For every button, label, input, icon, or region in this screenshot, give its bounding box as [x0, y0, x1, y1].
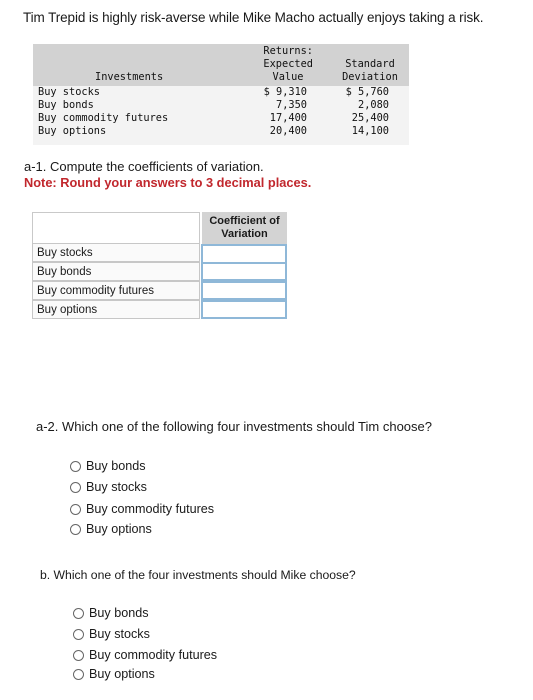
header-investments: Investments	[95, 71, 164, 83]
radio-icon[interactable]	[70, 504, 81, 515]
cv-input-stocks[interactable]	[201, 262, 287, 281]
cv-row-label: Buy commodity futures	[32, 281, 200, 300]
header-value: Value	[272, 71, 304, 83]
radio-icon[interactable]	[73, 650, 84, 661]
cv-input-commodity-futures[interactable]	[201, 300, 287, 319]
row-expected: $ 9,310	[263, 86, 307, 98]
row-sd: 25,400	[351, 112, 389, 124]
a2-option-buy-bonds[interactable]	[70, 459, 146, 473]
row-name: Buy stocks	[38, 86, 100, 98]
b-option-buy-bonds[interactable]	[73, 606, 149, 620]
cv-empty-header-cell	[32, 212, 200, 244]
row-name: Buy options	[38, 125, 107, 137]
option-label: Buy commodity futures	[89, 648, 218, 662]
option-label: Buy options	[86, 522, 152, 536]
row-expected: 17,400	[269, 112, 307, 124]
option-label: Buy bonds	[89, 606, 149, 620]
a1-rounding-note: Note: Round your answers to 3 decimal places.	[24, 175, 312, 190]
radio-icon[interactable]	[73, 629, 84, 640]
option-label: Buy options	[89, 667, 155, 681]
a2-question: a-2. Which one of the following four investments should Tim choose?	[36, 419, 432, 434]
cv-spacer-input-border	[201, 244, 287, 264]
row-expected: 20,400	[269, 125, 307, 137]
b-option-buy-options[interactable]	[73, 667, 155, 681]
option-label: Buy stocks	[89, 627, 150, 641]
cv-header-line2: Variation	[221, 228, 268, 240]
a2-option-buy-options[interactable]	[70, 522, 152, 536]
cv-row-label: Buy options	[32, 300, 200, 319]
option-label: Buy commodity futures	[86, 502, 215, 516]
option-label: Buy bonds	[86, 459, 146, 473]
radio-icon[interactable]	[73, 608, 84, 619]
row-name: Buy commodity futures	[38, 112, 169, 124]
a2-option-buy-commodity-futures[interactable]	[70, 502, 214, 516]
cv-header-line1: Coefficient of	[209, 215, 280, 227]
header-standard: Standard	[345, 58, 395, 70]
a1-question: a-1. Compute the coefficients of variation.	[24, 159, 264, 174]
b-option-buy-commodity-futures[interactable]	[73, 648, 217, 662]
header-returns: Returns:	[263, 45, 313, 57]
header-deviation: Deviation	[342, 71, 398, 83]
b-question: b. Which one of the four investments should Mike choose?	[40, 568, 356, 582]
b-option-buy-stocks[interactable]	[73, 627, 150, 641]
header-expected: Expected	[263, 58, 313, 70]
a2-option-buy-stocks[interactable]	[70, 480, 147, 494]
row-sd: $ 5,760	[345, 86, 389, 98]
option-label: Buy stocks	[86, 480, 147, 494]
row-name: Buy bonds	[38, 99, 94, 111]
cv-input-bonds[interactable]	[201, 281, 287, 300]
row-sd: 2,080	[358, 99, 389, 111]
row-expected: 7,350	[276, 99, 307, 111]
radio-icon[interactable]	[73, 669, 84, 680]
cv-column-header	[202, 212, 287, 244]
cv-row-label: Buy bonds	[32, 262, 200, 281]
investments-table	[33, 44, 409, 145]
intro-text: Tim Trepid is highly risk-averse while Mike Macho actually enjoys taking a risk.	[23, 10, 484, 25]
radio-icon[interactable]	[70, 482, 81, 493]
radio-icon[interactable]	[70, 461, 81, 472]
row-sd: 14,100	[351, 125, 389, 137]
radio-icon[interactable]	[70, 524, 81, 535]
coefficient-of-variation-table	[32, 212, 287, 324]
cv-row-label: Buy stocks	[32, 243, 200, 262]
